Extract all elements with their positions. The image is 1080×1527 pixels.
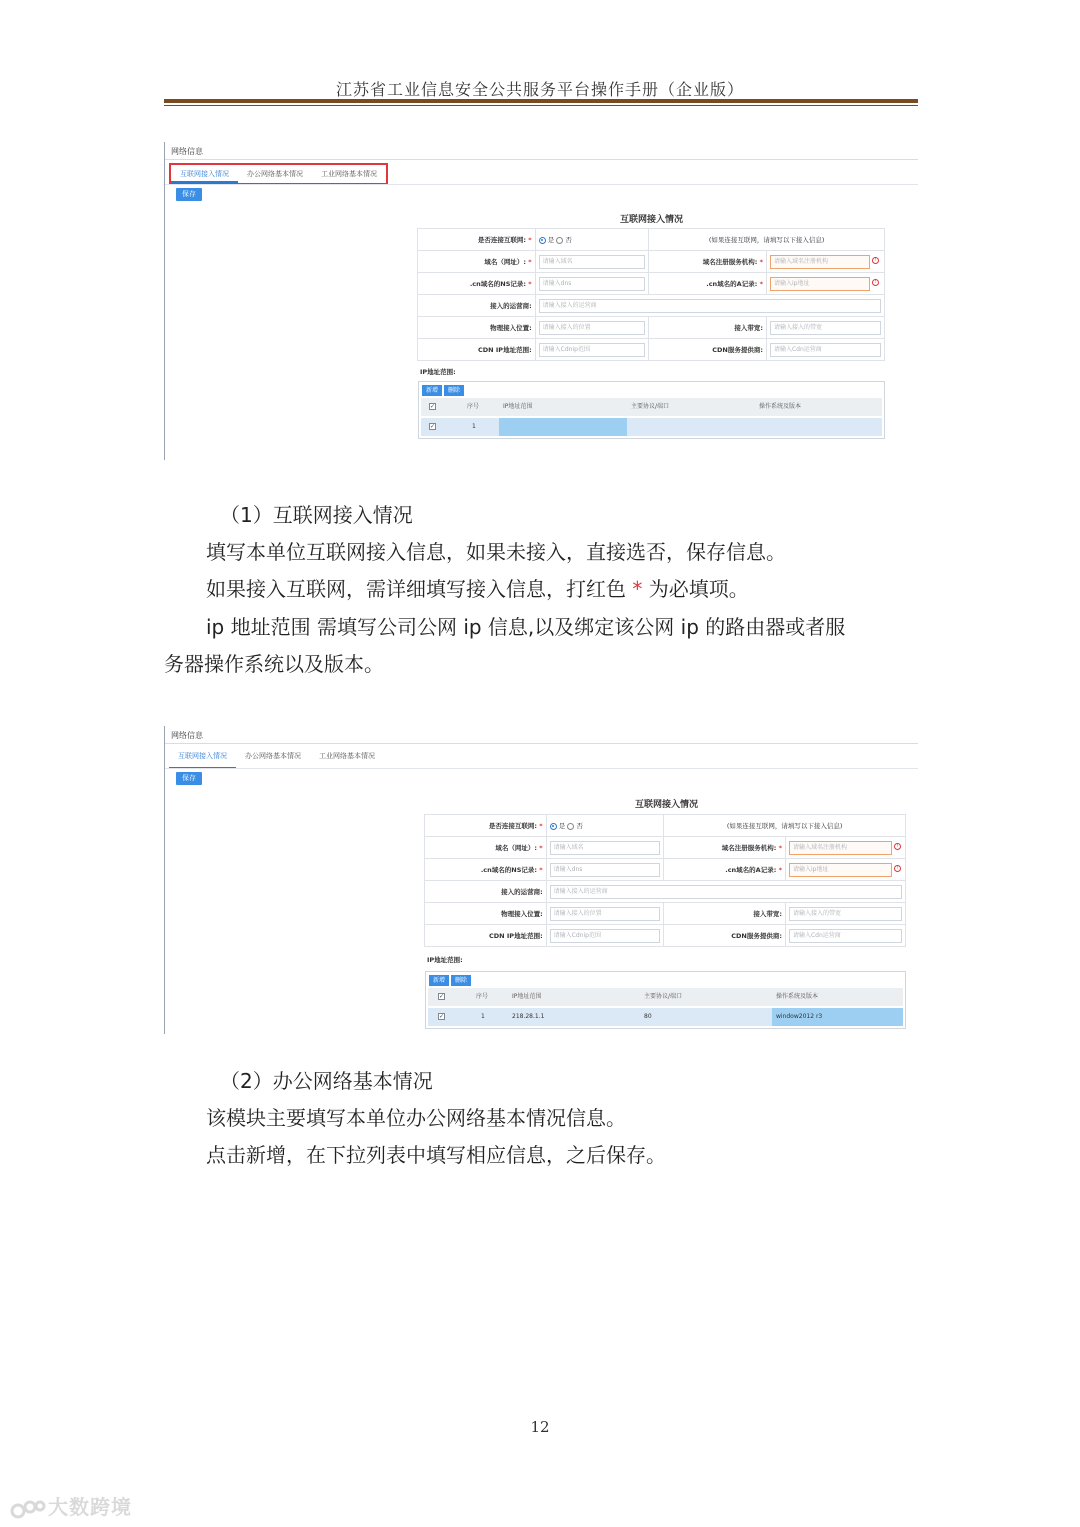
- domain-label: 域名（网址）: *: [418, 251, 536, 273]
- column-header: 主要协议/端口: [644, 993, 683, 1000]
- grid-toolbar: [422, 385, 464, 396]
- row-index: 1: [472, 423, 476, 430]
- bandwidth-input[interactable]: 请输入接入的带宽: [770, 321, 881, 335]
- tab-internet-access[interactable]: 互联网接入情况: [169, 747, 236, 769]
- error-icon: !: [894, 865, 901, 872]
- ip-range-grid: [418, 381, 885, 439]
- paragraph: 该模块主要填写本单位办公网络基本情况信息。: [206, 1106, 626, 1130]
- error-icon: !: [872, 257, 879, 264]
- connected-label: 是否连接互联网: *: [425, 815, 547, 837]
- form-title: 互联网接入情况: [634, 800, 698, 810]
- cdn-provider-input[interactable]: 请输入Cdn运营商: [789, 929, 902, 943]
- toolbar-band: [165, 770, 918, 787]
- header-rule: [164, 99, 918, 103]
- toolbar-band: [165, 186, 918, 203]
- radio-no[interactable]: [556, 237, 563, 244]
- save-button[interactable]: 保存: [176, 772, 202, 785]
- panel-title: 网络信息: [171, 731, 203, 740]
- domain-input[interactable]: 请输入域名: [539, 255, 646, 269]
- cdn-ip-input[interactable]: 请输入Cdnip范围: [550, 929, 661, 943]
- a-record-input[interactable]: 请输入ip地址: [770, 277, 870, 291]
- row-checkbox[interactable]: ✓: [439, 1013, 445, 1020]
- radio-yes-label: 是: [547, 236, 555, 244]
- bandwidth-input[interactable]: 请输入接入的带宽: [789, 907, 902, 921]
- column-header: 序号: [476, 993, 489, 1000]
- paragraph: 如果接入互联网，需详细填写接入信息，打红色 * 为必填项。: [206, 577, 749, 601]
- cdn-provider-input[interactable]: 请输入Cdn运营商: [770, 343, 881, 357]
- registrar-label: 域名注册服务机构: *: [664, 837, 786, 859]
- ip-range-cell[interactable]: [499, 418, 627, 436]
- page-number: 12: [530, 1418, 550, 1436]
- grid-header: [428, 988, 903, 1006]
- bandwidth-label: 接入带宽:: [664, 903, 786, 925]
- column-header: IP地址范围: [503, 403, 533, 410]
- ns-label: .cn域名的NS记录: *: [418, 273, 536, 295]
- connected-radio-group: [546, 815, 664, 837]
- cdn-ip-input[interactable]: 请输入Cdnip范围: [539, 343, 646, 357]
- ip-range-label: IP地址范围:: [427, 956, 463, 964]
- a-record-label: .cn域名的A记录: *: [649, 273, 767, 295]
- error-icon: !: [894, 843, 901, 850]
- row-index: 1: [481, 1013, 485, 1020]
- divider: [165, 743, 918, 744]
- grid-header: [421, 398, 882, 416]
- screenshot-internet-access-filled: [164, 726, 918, 1034]
- table-row[interactable]: [421, 418, 882, 436]
- section1-heading: （1）互联网接入情况: [220, 503, 413, 527]
- ns-input[interactable]: 请输入dns: [539, 277, 646, 291]
- radio-no-label: 否: [565, 236, 572, 244]
- tab-bar: [169, 747, 384, 769]
- error-icon: !: [872, 279, 879, 286]
- header-rule-thin: [164, 105, 918, 106]
- divider: [165, 159, 918, 160]
- isp-input[interactable]: 请输入接入的运营商: [550, 885, 902, 899]
- isp-input[interactable]: 请输入接入的运营商: [539, 299, 881, 313]
- os-cell[interactable]: window2012 r3: [772, 1008, 903, 1026]
- ip-range-grid: [425, 971, 906, 1029]
- form-title: 互联网接入情况: [619, 215, 683, 225]
- tab-internet-access[interactable]: 互联网接入情况: [171, 165, 238, 183]
- radio-yes[interactable]: [539, 237, 546, 244]
- divider: [165, 184, 918, 185]
- running-header: 江苏省工业信息安全公共服务平台操作手册（企业版）: [335, 80, 744, 99]
- internet-access-form: [424, 814, 906, 947]
- column-header: 操作系统及版本: [759, 403, 802, 410]
- add-button[interactable]: 新增: [422, 385, 442, 396]
- location-input[interactable]: 请输入接入的位置: [550, 907, 661, 921]
- panel-title: 网络信息: [171, 147, 203, 156]
- location-input[interactable]: 请输入接入的位置: [539, 321, 646, 335]
- cdn-ip-label: CDN IP地址范围:: [425, 925, 547, 947]
- cdn-provider-label: CDN服务提供商:: [649, 339, 767, 361]
- bandwidth-label: 接入带宽:: [649, 317, 767, 339]
- row-checkbox[interactable]: ✓: [430, 423, 436, 430]
- isp-label: 接入的运营商:: [418, 295, 536, 317]
- delete-button[interactable]: 删除: [444, 385, 464, 396]
- registrar-input[interactable]: 请输入域名注册机构: [770, 255, 870, 269]
- domain-input[interactable]: 请输入域名: [550, 841, 661, 855]
- tab-industrial-network[interactable]: 工业网络基本情况: [321, 170, 377, 178]
- delete-button[interactable]: 删除: [451, 975, 471, 986]
- ns-input[interactable]: 请输入dns: [550, 863, 661, 877]
- connected-radio-group: [535, 229, 649, 251]
- cdn-ip-label: CDN IP地址范围:: [418, 339, 536, 361]
- column-header: 操作系统及版本: [776, 993, 819, 1000]
- tab-office-network[interactable]: 办公网络基本情况: [245, 752, 301, 760]
- radio-no-label: 否: [576, 822, 583, 830]
- radio-yes[interactable]: [550, 823, 557, 830]
- a-record-label: .cn域名的A记录: *: [664, 859, 786, 881]
- ip-range-label: IP地址范围:: [420, 368, 456, 376]
- tab-bar: [169, 163, 388, 185]
- connected-label: 是否连接互联网: *: [418, 229, 536, 251]
- domain-label: 域名（网址）: *: [425, 837, 547, 859]
- paragraph: ip 地址范围 需填写公司公网 ip 信息,以及绑定该公网 ip 的路由器或者服: [206, 615, 846, 639]
- add-button[interactable]: 新增: [429, 975, 449, 986]
- registrar-input[interactable]: 请输入域名注册机构: [789, 841, 892, 855]
- cdn-provider-label: CDN服务提供商:: [664, 925, 786, 947]
- select-all-checkbox[interactable]: ✓: [430, 403, 436, 410]
- section2-heading: （2）办公网络基本情况: [220, 1069, 433, 1093]
- divider: [165, 768, 918, 769]
- internet-access-form: [417, 228, 885, 361]
- location-label: 物理接入位置:: [425, 903, 547, 925]
- ip-range-cell[interactable]: 218.28.1.1: [512, 1013, 545, 1020]
- select-all-checkbox[interactable]: ✓: [439, 993, 445, 1000]
- panel-border: [164, 726, 165, 1034]
- panel-border: [164, 142, 165, 460]
- registrar-label: 域名注册服务机构: *: [649, 251, 767, 273]
- required-asterisk: *: [632, 577, 643, 601]
- column-header: IP地址范围: [512, 993, 542, 1000]
- save-button[interactable]: 保存: [176, 188, 202, 201]
- radio-yes-label: 是: [558, 822, 566, 830]
- a-record-input[interactable]: 请输入ip地址: [789, 863, 892, 877]
- screenshot-internet-access-empty: [164, 142, 918, 460]
- paragraph: 填写本单位互联网接入信息，如果未接入，直接选否，保存信息。: [206, 540, 786, 564]
- tab-industrial-network[interactable]: 工业网络基本情况: [319, 752, 375, 760]
- column-header: 序号: [467, 403, 480, 410]
- connection-hint: (如果连接互联网，请填写以下接入信息): [649, 229, 885, 251]
- grid-toolbar: [429, 975, 471, 986]
- isp-label: 接入的运营商:: [425, 881, 547, 903]
- column-header: 主要协议/端口: [631, 403, 670, 410]
- watermark: 大数跨境: [10, 1491, 132, 1520]
- paragraph: 务器操作系统以及版本。: [164, 652, 384, 676]
- watermark-logo-icon: [10, 1498, 46, 1520]
- radio-no[interactable]: [567, 823, 574, 830]
- location-label: 物理接入位置:: [418, 317, 536, 339]
- ns-label: .cn域名的NS记录: *: [425, 859, 547, 881]
- protocol-cell[interactable]: 80: [644, 1013, 652, 1020]
- paragraph: 点击新增，在下拉列表中填写相应信息，之后保存。: [206, 1143, 666, 1167]
- connection-hint: (如果连接互联网，请填写以下接入信息): [664, 815, 906, 837]
- table-row[interactable]: [428, 1008, 903, 1026]
- tab-office-network[interactable]: 办公网络基本情况: [247, 170, 303, 178]
